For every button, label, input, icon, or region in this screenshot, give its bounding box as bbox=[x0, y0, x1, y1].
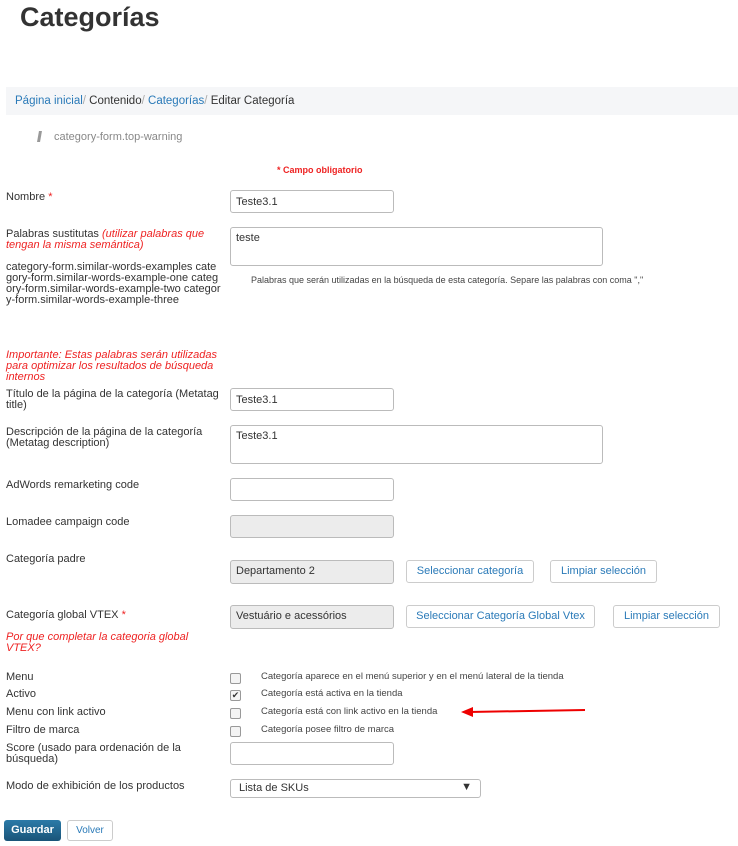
meta-desc-label: Descripción de la página de la categoría (Metatag description) bbox=[6, 426, 203, 449]
menu-link-desc: Categoría está con link activo en la tienda bbox=[261, 706, 438, 717]
page-title: Categorías bbox=[20, 2, 160, 32]
similar-important: Importante: Estas palabras serán utilizadas para optimizar los resultados de búsqueda internos bbox=[6, 349, 217, 383]
required-note: * Campo obligatorio bbox=[277, 165, 363, 175]
similar-help: Palabras que serán utilizadas en la búsqueda de esta categoría. Separe las palabras con coma "," bbox=[251, 275, 644, 285]
global-value: Vestuário e acessórios bbox=[230, 605, 394, 629]
lomadee-input[interactable] bbox=[230, 515, 394, 538]
clear-global-button[interactable]: Limpiar selección bbox=[613, 605, 720, 628]
warning-icon bbox=[37, 131, 42, 142]
score-label: Score (usado para ordenación de la búsqueda) bbox=[6, 742, 181, 765]
brand-filter-desc: Categoría posee filtro de marca bbox=[261, 724, 395, 735]
name-input[interactable] bbox=[230, 190, 394, 213]
similar-textarea[interactable] bbox=[230, 227, 603, 266]
breadcrumb-categories[interactable]: Categorías bbox=[148, 95, 205, 107]
active-label: Activo bbox=[6, 688, 36, 700]
display-label: Modo de exhibición de los productos bbox=[6, 780, 185, 792]
chevron-down-icon: ▼ bbox=[461, 781, 472, 793]
meta-title-label: Título de la página de la categoría (Metatag title) bbox=[6, 388, 219, 411]
similar-examples: category-form.similar-words-examples category-form.similar-words-example-one category-form.similar-words-example-two category-form.similar-words-example-three bbox=[6, 261, 221, 306]
breadcrumb-content: Contenido bbox=[89, 95, 142, 107]
menu-checkbox[interactable] bbox=[230, 673, 241, 684]
brand-filter-checkbox[interactable] bbox=[230, 726, 241, 737]
name-label: Nombre * bbox=[6, 191, 53, 203]
active-checkbox[interactable]: ✔ bbox=[231, 690, 240, 700]
red-arrow-annotation bbox=[455, 704, 590, 720]
back-button[interactable]: Volver bbox=[67, 820, 113, 841]
menu-link-label: Menu con link activo bbox=[6, 706, 106, 718]
similar-label: Palabras sustitutas (utilizar palabras que tengan la misma semántica) bbox=[6, 228, 205, 251]
global-why-link[interactable]: Por que completar la categoria global VTEX? bbox=[6, 631, 189, 654]
clear-category-button[interactable]: Limpiar selección bbox=[550, 560, 657, 583]
parent-label: Categoría padre bbox=[6, 553, 86, 565]
adwords-input[interactable] bbox=[230, 478, 394, 501]
score-input[interactable] bbox=[230, 742, 394, 765]
top-warning: category-form.top-warning bbox=[54, 131, 183, 143]
display-select[interactable]: Lista de SKUs ▼ bbox=[230, 779, 481, 798]
save-button[interactable]: Guardar bbox=[4, 820, 61, 841]
breadcrumb-home[interactable]: Página inicial bbox=[15, 95, 83, 107]
menu-desc: Categoría aparece en el menú superior y en el menú lateral de la tienda bbox=[261, 671, 564, 682]
menu-label: Menu bbox=[6, 671, 34, 683]
select-category-button[interactable]: Seleccionar categoría bbox=[406, 560, 534, 583]
parent-value: Departamento 2 bbox=[230, 560, 394, 584]
brand-filter-label: Filtro de marca bbox=[6, 724, 80, 736]
lomadee-label: Lomadee campaign code bbox=[6, 516, 130, 528]
global-label: Categoría global VTEX * bbox=[6, 609, 126, 621]
meta-title-input[interactable] bbox=[230, 388, 394, 411]
breadcrumb: Página inicial/ Contenido/ Categorías/ Editar Categoría bbox=[6, 87, 738, 115]
active-desc: Categoría está activa en la tienda bbox=[261, 688, 403, 699]
select-global-category-button[interactable]: Seleccionar Categoría Global Vtex bbox=[406, 605, 595, 628]
meta-desc-textarea[interactable] bbox=[230, 425, 603, 464]
menu-link-checkbox[interactable] bbox=[230, 708, 241, 719]
adwords-label: AdWords remarketing code bbox=[6, 479, 140, 491]
breadcrumb-current: Editar Categoría bbox=[210, 95, 295, 107]
